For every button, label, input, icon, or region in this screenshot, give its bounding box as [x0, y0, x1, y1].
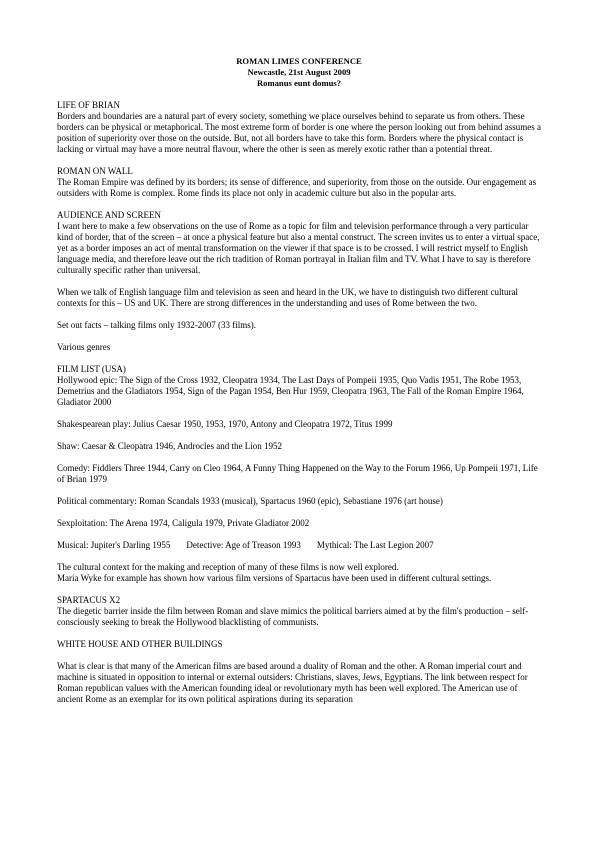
section-heading: SPARTACUS X2 [57, 595, 121, 605]
section-body: What is clear is that many of the American films are based around a duality of Roman and the other. A Roman imperial court and machine is situated in opposition to internal or external outsiders: Christians, slaves, Jews, Egyptians. The link between respect for Roman republican values with the American founding ideal or revolutionary myth has been well explored. The American use of ancient Rome as an exemplar for its own political aspirations during its separation [57, 661, 528, 704]
film-list-sexploitation: Sexploitation: The Arena 1974, Caligula 1979, Private Gladiator 2002 [57, 518, 310, 528]
film-list-mythical: Mythical: The Last Legion 2007 [316, 540, 434, 550]
document-page [57, 56, 541, 716]
title-block [57, 56, 541, 89]
film-list-epic: Hollywood epic: The Sign of the Cross 1932, Cleopatra 1934, The Last Days of Pompeii 1935, Quo Vadis 1951, The Robe 1953, Demetrius and the Gladiators 1954, Sign of the Pagan 1954, Ben Hur 1959, Cleopatra 1963, The Fall of the Roman Empire 1964, Gladiator 2000 [57, 375, 524, 407]
section-body: The Roman Empire was defined by its borders; its sense of difference, and superiority, from those on the outside. Our engagement as outsiders with Rome is complex. Rome finds its place not only in academic culture but also in the popular arts. [57, 177, 537, 198]
document-location-date: Newcastle, 21st August 2009 [247, 67, 351, 77]
section-film-list [57, 364, 541, 584]
film-list-shakespeare: Shakespearean play: Julius Caesar 1950, 1953, 1970, Antony and Cleopatra 1972, Titus 1999 [57, 419, 393, 429]
section-audience-and-screen [57, 210, 541, 353]
film-list-political: Political commentary: Roman Scandals 1933 (musical), Spartacus 1960 (epic), Sebastiane 1976 (art house) [57, 496, 443, 506]
document-motto: Romanus eunt domus? [256, 78, 342, 88]
film-context-line-1: The cultural context for the making and reception of many of these films is now well explored. [57, 562, 399, 572]
section-spartacus [57, 595, 541, 628]
section-white-house [57, 639, 541, 705]
section-body: The diegetic barrier inside the film between Roman and slave mimics the political barriers aimed at by the film's production – self-consciously seeking to break the Hollywood blacklisting of communists. [57, 606, 529, 627]
film-context-line-2: Maria Wyke for example has shown how various film versions of Spartacus have been used in different cultural settings. [57, 573, 492, 583]
section-life-of-brian [57, 100, 541, 155]
film-list-detective: Detective: Age of Treason 1993 [186, 540, 301, 550]
document-title: ROMAN LIMES CONFERENCE [236, 56, 362, 66]
section-paragraph: Set out facts – talking films only 1932-2007 (33 films). [57, 320, 256, 330]
section-heading: ROMAN ON WALL [57, 166, 133, 176]
film-list-musical-detective-mythical [57, 540, 541, 551]
section-heading: AUDIENCE AND SCREEN [57, 210, 162, 220]
section-body: Borders and boundaries are a natural part of every society, something we place ourselves behind to separate us from others. These borders can be physical or metaphorical. The most extreme form of border is one where the person looking out from behind assumes a position of superiority over those on the outside. But, not all borders have to take this form. Borders where the physical contact is lacking or virtual may have a more neutral flavour, where the other is seen as merely exotic rather than a potential threat. [57, 111, 541, 154]
film-list-shaw: Shaw: Caesar & Cleopatra 1946, Androcles and the Lion 1952 [57, 441, 282, 451]
section-paragraph: Various genres [57, 342, 111, 352]
film-list-comedy: Comedy: Fiddlers Three 1944, Carry on Cleo 1964, A Funny Thing Happened on the Way to the Forum 1966, Up Pompeii 1971, Life of Brian 1979 [57, 463, 538, 484]
section-heading: LIFE OF BRIAN [57, 100, 121, 110]
section-paragraph: When we talk of English language film and television as seen and heard in the UK, we have to distinguish two different cultural contexts for this – US and UK. There are strong differences in the understanding and uses of Rome between the two. [57, 287, 518, 308]
section-heading: WHITE HOUSE AND OTHER BUILDINGS [57, 639, 223, 649]
film-list-musical: Musical: Jupiter's Darling 1955 [57, 540, 171, 550]
section-roman-on-wall [57, 166, 541, 199]
section-heading: FILM LIST (USA) [57, 364, 126, 374]
section-body: I want here to make a few observations on the use of Rome as a topic for film and television performance through a very particular kind of border, that of the screen – at once a physical feature but also a mental construct. The screen invites us to enter a virtual space, yet as a border imposes an act of mental transformation on the viewer if that space is to be crossed. I will restrict myself to English language media, and therefore leave out the rich tradition of Roman portrayal in Italian film and TV. What I have to say is therefore culturally specific rather than universal. [57, 221, 540, 275]
